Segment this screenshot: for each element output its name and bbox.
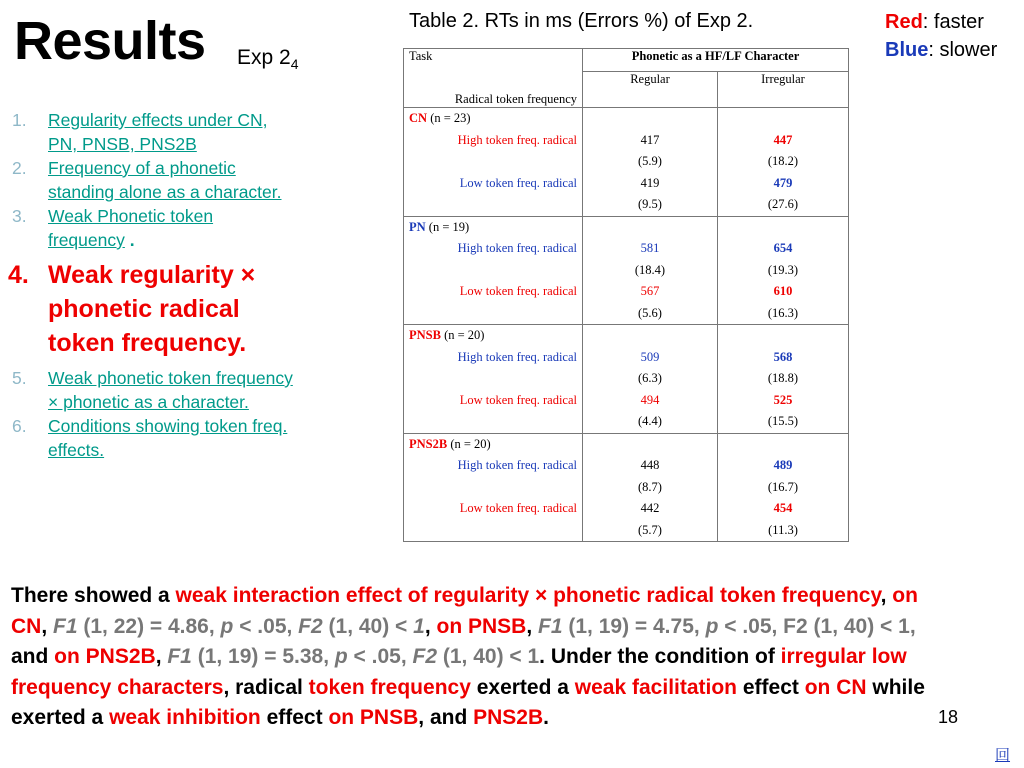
err-cell: (4.4) — [583, 411, 718, 433]
table-row — [404, 130, 849, 152]
table-row — [404, 216, 849, 238]
list-item — [8, 366, 293, 414]
err-cell: (5.6) — [583, 303, 718, 325]
row-label: High token freq. radical — [404, 347, 583, 369]
list-number: 4. — [8, 261, 29, 289]
para-text: and — [11, 645, 55, 668]
para-stat: < .05, — [233, 614, 299, 638]
para-stat: (1, 40) < 1 — [437, 645, 540, 668]
para-stat: (1, 19) = 5.38, — [191, 645, 335, 668]
row-label: Low token freq. radical — [404, 281, 583, 303]
empty-cell — [583, 325, 718, 347]
table-row — [404, 151, 849, 173]
point-link-3[interactable]: Weak Phonetic token frequency — [48, 206, 214, 250]
para-stat: F1 — [167, 645, 192, 668]
para-stat: F1 — [53, 614, 78, 638]
table-row — [404, 368, 849, 390]
para-highlight: weak inhibition — [109, 706, 261, 729]
para-highlight: on CN — [11, 584, 918, 638]
row-label: Low token freq. radical — [404, 173, 583, 195]
err-cell: (18.4) — [583, 260, 718, 282]
para-text: exerted a — [470, 675, 575, 699]
point-3-period: . — [129, 230, 135, 250]
para-stat: p — [220, 614, 234, 638]
table-row — [404, 303, 849, 325]
table-row — [404, 411, 849, 433]
point-link-1[interactable]: Regularity effects under CN, PN, PNSB, PNS2B — [48, 110, 268, 154]
group-n: (n = 20) — [450, 436, 491, 451]
group-label — [404, 433, 583, 455]
rt-cell: 581 — [583, 238, 718, 260]
err-cell: (16.7) — [718, 477, 849, 499]
list-number: 3. — [12, 206, 27, 226]
rt-cell: 654 — [718, 238, 849, 260]
para-text: , and — [418, 706, 474, 729]
group-label — [404, 325, 583, 347]
rt-cell: 417 — [583, 130, 718, 152]
para-highlight: weak interaction effect of regularity × phonetic radical token frequency — [175, 584, 881, 607]
err-cell: (8.7) — [583, 477, 718, 499]
rt-cell: 448 — [583, 455, 718, 477]
para-highlight: weak facilitation — [574, 675, 738, 699]
group-n: (n = 19) — [428, 219, 470, 234]
rt-cell: 447 — [718, 130, 849, 152]
task-header: Task — [404, 49, 583, 72]
empty-cell — [404, 520, 583, 542]
rt-cell: 567 — [583, 281, 718, 303]
para-text: , radical — [223, 675, 309, 699]
empty-cell — [718, 216, 849, 238]
para-stat: F2 — [298, 614, 323, 638]
list-item-highlight — [8, 258, 293, 360]
table-row — [404, 433, 849, 455]
table-row — [404, 347, 849, 369]
empty-cell — [404, 411, 583, 433]
group-n: (n = 20) — [444, 328, 485, 343]
empty-cell — [404, 194, 583, 216]
rt-cell: 454 — [718, 498, 849, 520]
para-highlight: on PNS2B — [54, 645, 156, 668]
group-label — [404, 108, 583, 130]
err-cell: (5.9) — [583, 151, 718, 173]
row-label: Low token freq. radical — [404, 498, 583, 520]
slide-subtitle — [237, 46, 299, 72]
err-cell: (15.5) — [718, 411, 849, 433]
table-row — [404, 194, 849, 216]
slide-number: 18 — [938, 707, 959, 727]
group-name: PN — [409, 219, 426, 234]
row-label: High token freq. radical — [404, 455, 583, 477]
table-row — [404, 477, 849, 499]
empty-cell — [404, 151, 583, 173]
empty-cell — [583, 108, 718, 130]
table-subheader-row — [404, 71, 849, 108]
radical-freq-header: Radical token frequency — [404, 71, 583, 108]
group-header: Phonetic as a HF/LF Character — [583, 49, 849, 72]
list-number: 1. — [12, 110, 27, 130]
slide-title: Results — [14, 11, 206, 71]
group-name: PNS2B — [409, 436, 448, 451]
para-text: , — [424, 614, 437, 638]
empty-cell — [718, 433, 849, 455]
point-link-5[interactable]: Weak phonetic token frequency × phonetic as a character. — [48, 368, 293, 412]
err-cell: (9.5) — [583, 194, 718, 216]
err-cell: (19.3) — [718, 260, 849, 282]
list-item — [8, 156, 293, 204]
key-points-list — [8, 108, 293, 462]
empty-cell — [718, 108, 849, 130]
para-text: effect — [737, 675, 805, 699]
legend-blue — [885, 36, 997, 64]
rt-table — [403, 48, 849, 542]
empty-cell — [404, 477, 583, 499]
para-stat: < .05, F2 (1, 40) < 1, — [718, 614, 916, 638]
table-caption: Table 2. RTs in ms (Errors %) of Exp 2. — [409, 10, 754, 32]
legend-red-desc: : faster — [922, 11, 984, 33]
row-label: High token freq. radical — [404, 130, 583, 152]
para-highlight: on PNSB — [328, 706, 419, 729]
para-stat: F1 — [538, 614, 563, 638]
para-text: , — [880, 584, 893, 607]
para-highlight: on CN — [804, 675, 867, 699]
rt-cell: 489 — [718, 455, 849, 477]
legend-blue-desc: : slower — [928, 39, 998, 61]
table-row — [404, 520, 849, 542]
err-cell: (6.3) — [583, 368, 718, 390]
point-text-4: Weak regularity × phonetic radical token frequency. — [48, 261, 256, 357]
para-highlight: irregular low frequency characters — [11, 645, 907, 699]
para-text: , — [155, 645, 168, 668]
table-row — [404, 281, 849, 303]
point-link-6[interactable]: Conditions showing token freq. effects. — [48, 416, 288, 460]
table-row — [404, 260, 849, 282]
err-cell: (5.7) — [583, 520, 718, 542]
legend-red — [885, 8, 997, 36]
empty-cell — [583, 433, 718, 455]
empty-cell — [718, 325, 849, 347]
para-stat: 1 — [413, 614, 425, 638]
list-item — [8, 204, 293, 252]
irregular-header: Irregular — [718, 71, 849, 108]
empty-cell — [404, 260, 583, 282]
para-text: . — [543, 706, 549, 729]
empty-cell — [583, 216, 718, 238]
para-text: There showed a — [11, 584, 176, 607]
conclusion-paragraph — [11, 581, 946, 734]
rt-cell: 419 — [583, 173, 718, 195]
empty-cell — [404, 303, 583, 325]
group-name: CN — [409, 111, 428, 126]
err-cell: (27.6) — [718, 194, 849, 216]
row-label: Low token freq. radical — [404, 390, 583, 412]
err-cell: (18.2) — [718, 151, 849, 173]
rt-cell: 568 — [718, 347, 849, 369]
empty-cell — [404, 368, 583, 390]
list-number: 5. — [12, 368, 27, 388]
row-label: High token freq. radical — [404, 238, 583, 260]
table-row — [404, 390, 849, 412]
para-text: while exerted a — [11, 675, 925, 729]
para-text: , — [526, 614, 539, 638]
group-name: PNSB — [409, 328, 441, 343]
table-row — [404, 108, 849, 130]
para-highlight: token frequency — [308, 675, 471, 699]
subtitle-subscript: 4 — [290, 56, 299, 73]
err-cell: (18.8) — [718, 368, 849, 390]
err-cell: (11.3) — [718, 520, 849, 542]
color-legend — [885, 8, 997, 64]
para-stat: p — [705, 614, 719, 638]
list-item — [8, 414, 293, 462]
rt-cell: 509 — [583, 347, 718, 369]
rt-cell: 610 — [718, 281, 849, 303]
para-stat: p — [334, 645, 348, 668]
group-label — [404, 216, 583, 238]
list-number: 2. — [12, 158, 27, 178]
para-text: . Under the condition of — [539, 645, 781, 668]
table-row — [404, 325, 849, 347]
table-row — [404, 455, 849, 477]
rt-cell: 442 — [583, 498, 718, 520]
table-row — [404, 173, 849, 195]
table-row — [404, 238, 849, 260]
para-stat: (1, 40) < — [322, 614, 414, 638]
list-item — [8, 108, 293, 156]
return-icon[interactable]: 回 — [995, 747, 1011, 764]
legend-blue-word: Blue — [885, 39, 929, 61]
para-highlight: PNS2B — [473, 706, 544, 729]
para-text: , — [41, 614, 54, 638]
para-stat: (1, 22) = 4.86, — [77, 614, 221, 638]
err-cell: (16.3) — [718, 303, 849, 325]
para-highlight: on PNSB — [436, 614, 527, 638]
para-stat: F2 — [412, 645, 438, 668]
table-header-row — [404, 49, 849, 72]
point-link-2[interactable]: Frequency of a phonetic standing alone as a character. — [48, 158, 282, 202]
subtitle-text: Exp 2 — [237, 46, 291, 69]
rt-cell: 525 — [718, 390, 849, 412]
para-stat: (1, 19) = 4.75, — [562, 614, 706, 638]
para-text: effect — [260, 706, 329, 729]
rt-cell: 494 — [583, 390, 718, 412]
list-number: 6. — [12, 416, 27, 436]
table-row — [404, 498, 849, 520]
legend-red-word: Red — [885, 11, 923, 33]
regular-header: Regular — [583, 71, 718, 108]
group-n: (n = 23) — [430, 111, 471, 126]
para-stat: < .05, — [347, 645, 413, 668]
rt-cell: 479 — [718, 173, 849, 195]
